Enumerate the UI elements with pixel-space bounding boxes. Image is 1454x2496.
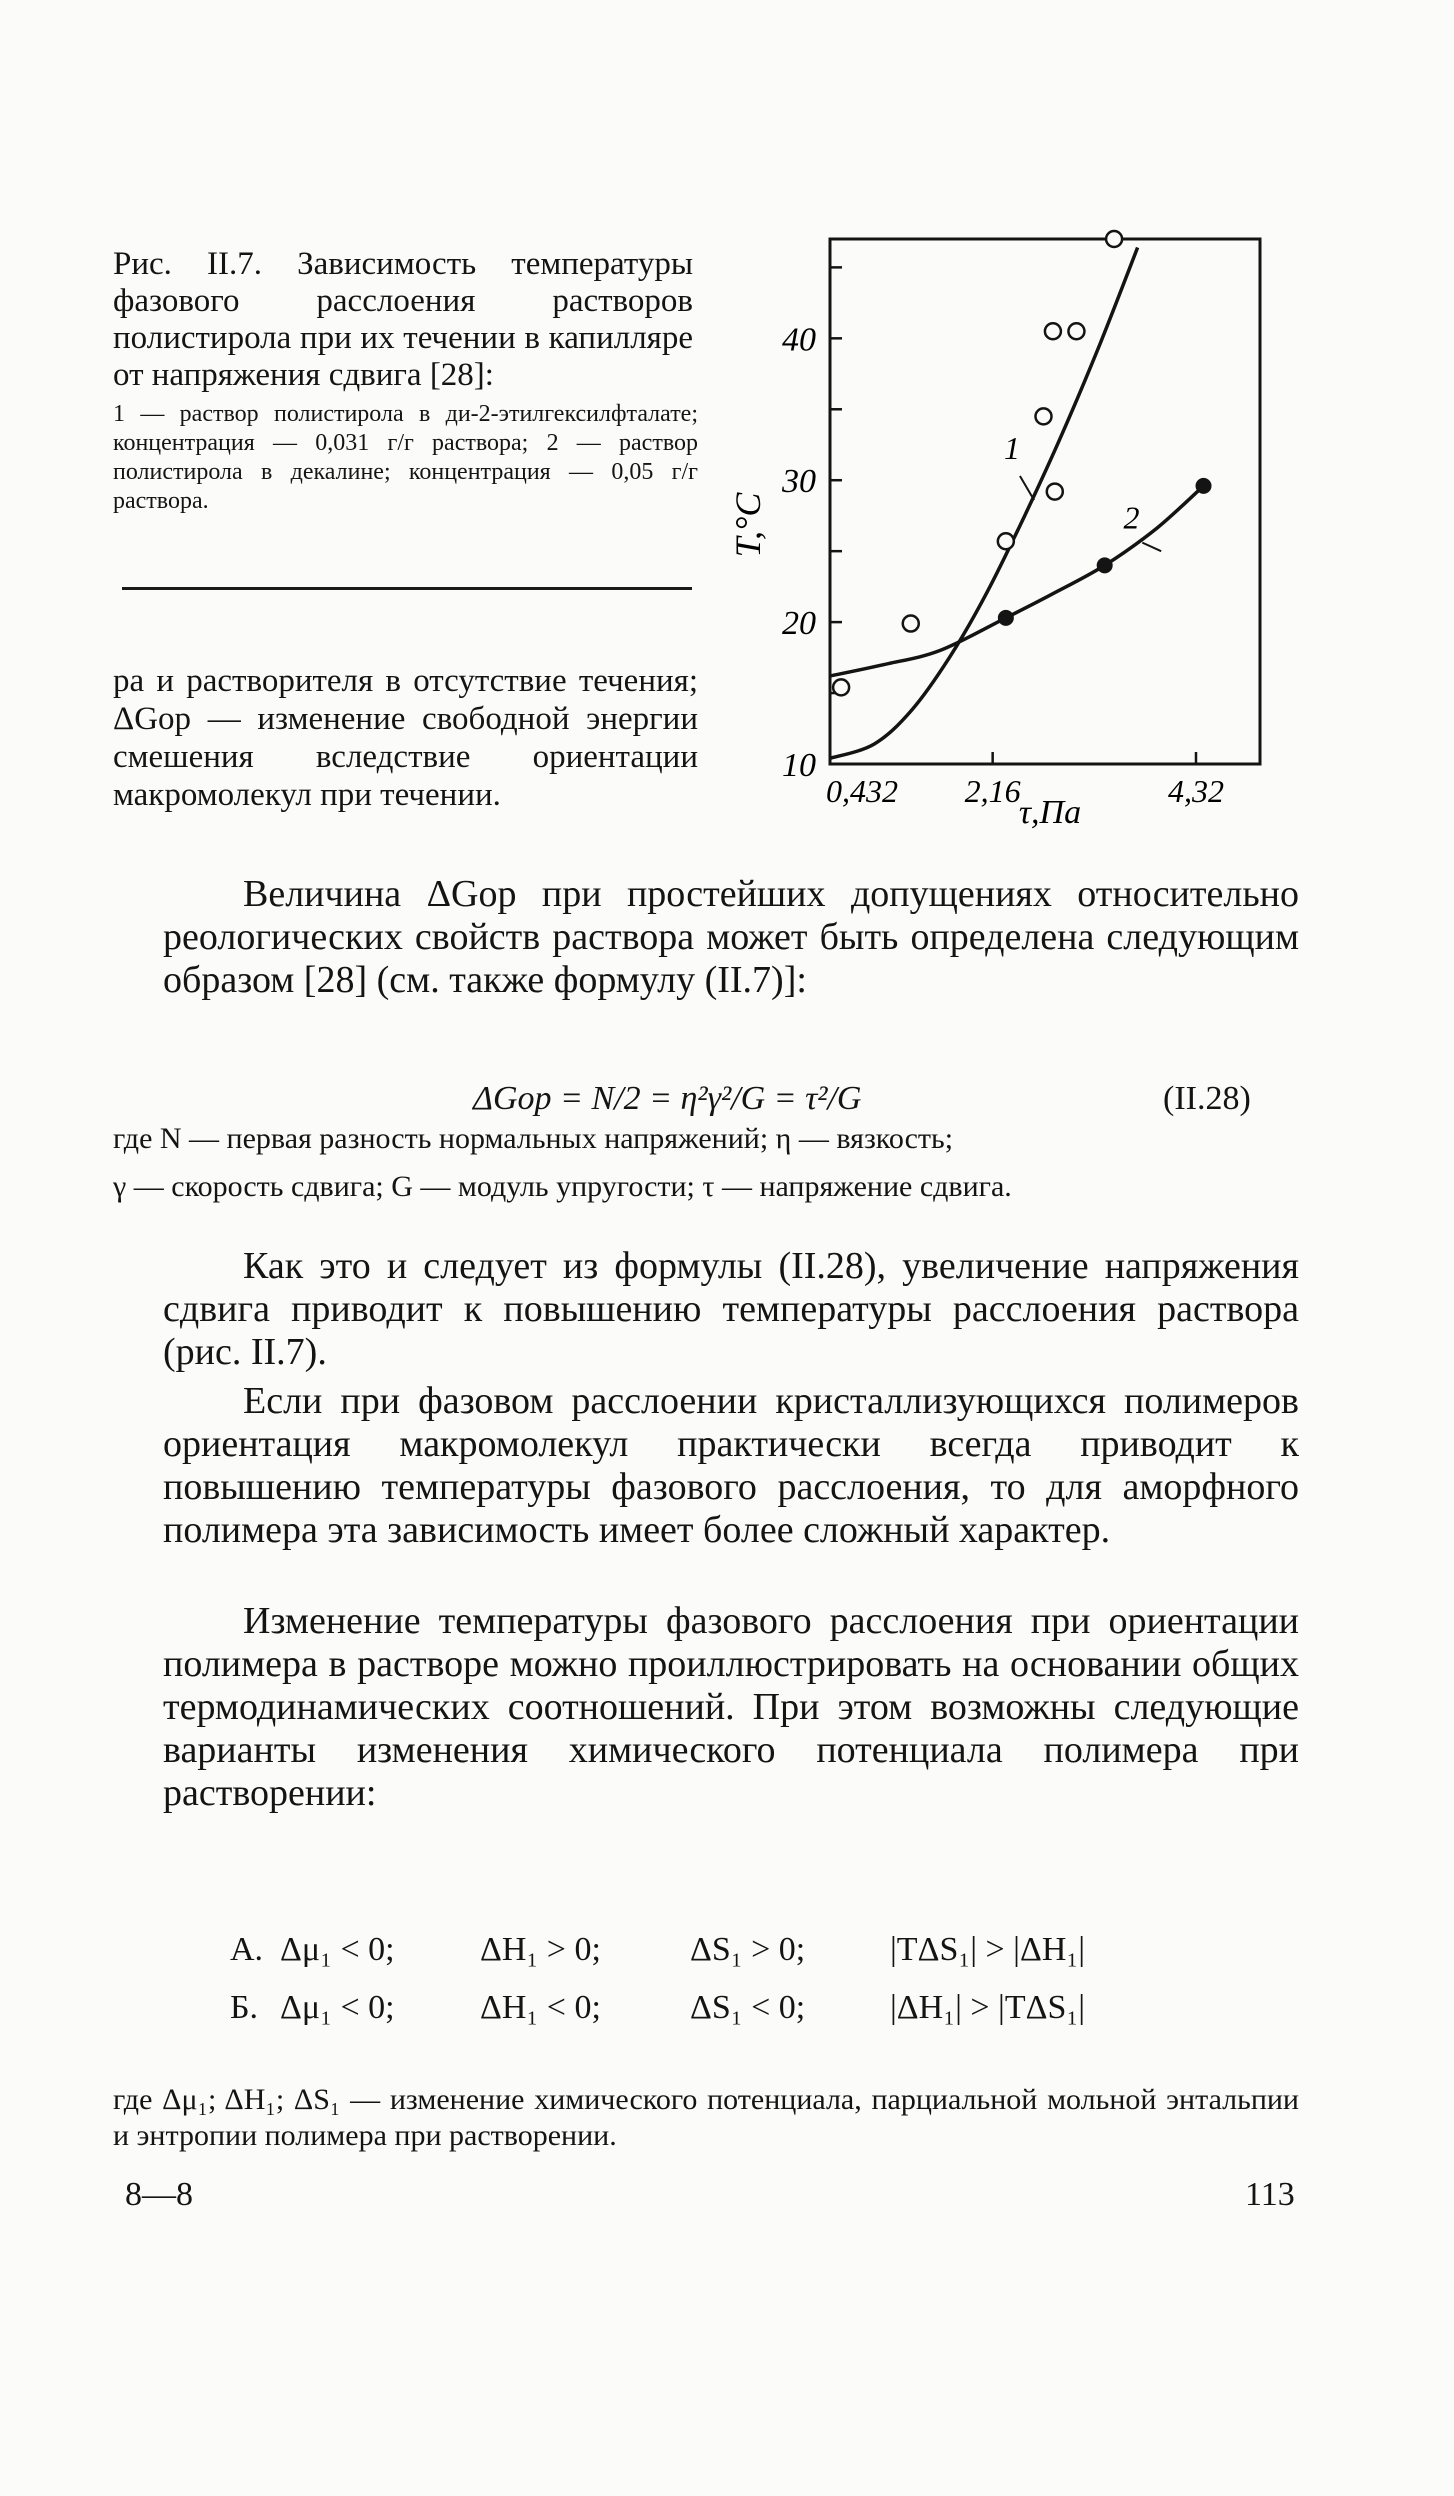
caption-divider [122, 587, 692, 590]
signature-mark: 8—8 [125, 2176, 193, 2213]
equation-where-line-2: γ — скорость сдвига; G — модуль упругости; τ — напряжение сдвига. [113, 1170, 1012, 1203]
y-axis-label: T,°C [728, 492, 768, 558]
series-2-point-filled [998, 610, 1014, 626]
paragraph-4-text: Изменение температуры фазового расслоения при ориентации полимера в растворе можно проиллюстрировать на основании общих термодинамических соотношений. При этом возможны следующие варианты изменения химического потенциала полимера при растворении: [163, 1600, 1299, 1814]
condition-dh: ΔH₁ < 0; [480, 1989, 601, 2026]
y-tick-label: 30 [782, 463, 816, 501]
condition-dh: ΔH₁ > 0; [480, 1931, 601, 1968]
left-column-continuation: ра и растворителя в отсутствие течения; ΔGор — изменение свободной энергии смешения вследствие ориентации макромолекул при течении. [113, 663, 698, 813]
paragraph-1 [163, 873, 1299, 1002]
page-number: 113 [1245, 2176, 1295, 2213]
curve-label-1-leader [1020, 476, 1034, 500]
paragraph-3 [163, 1380, 1299, 1552]
series-2-point-filled [1196, 478, 1212, 494]
equation-body: ΔGор = N/2 = η²γ²/G = τ²/G [473, 1080, 862, 1117]
series-curves [830, 248, 1204, 759]
condition-label: Б. [230, 1989, 259, 2026]
condition-ds: ΔS₁ < 0; [690, 1989, 806, 2026]
series-points [833, 231, 1211, 695]
axis-ticks [830, 267, 1196, 764]
series-1-line [830, 248, 1138, 759]
series-1-point-open [1035, 408, 1051, 424]
paragraph-4 [163, 1600, 1299, 1815]
series-1-point-open [1047, 484, 1063, 500]
x-tick-label: 4,32 [1167, 773, 1224, 809]
plot-frame [830, 239, 1260, 764]
curve-label-2-leader [1142, 543, 1161, 552]
x-axis-label: τ,Па [1018, 794, 1082, 831]
figure-chart [720, 215, 1320, 845]
curve-label-2: 2 [1123, 499, 1140, 536]
series-2-line [830, 486, 1204, 676]
y-tick-label: 10 [782, 747, 816, 784]
condition-ds: ΔS₁ > 0; [690, 1931, 806, 1968]
condition-dmu: Δμ₁ < 0; [280, 1989, 395, 2026]
paragraph-2-text: Как это и следует из формулы (II.28), увеличение напряжения сдвига приводит к повышению температуры расслоения раствора (рис. II.7). [163, 1245, 1299, 1373]
figure-caption-legend: 1 — раствор полистирола в ди-2-этилгексилфталате; концентрация — 0,031 г/г раствора; 2 — раствор полистирола в декалине; концентрация — 0,05 г/г раствора. [113, 401, 698, 514]
equation-where-line-1: где N — первая разность нормальных напряжений; η — вязкость; [113, 1122, 954, 1155]
y-tick-label: 40 [782, 321, 816, 359]
condition-dmu: Δμ₁ < 0; [280, 1931, 395, 1968]
equation-number: (II.28) [1163, 1080, 1251, 1117]
y-tick-label: 20 [782, 605, 816, 643]
x-tick-label: 0,432 [826, 773, 898, 809]
series-1-point-open [833, 679, 849, 695]
series-1-point-open [1068, 323, 1084, 339]
series-1-point-open [1045, 323, 1061, 339]
condition-relation: |TΔS₁| > |ΔH₁| [890, 1931, 1086, 1968]
y-tick-labels [781, 321, 816, 784]
series-1-point-open [1106, 231, 1122, 247]
condition-row-a [230, 1930, 1310, 1970]
paragraph-2 [163, 1245, 1299, 1374]
series-2-point-filled [1097, 557, 1113, 573]
series-1-point-open [998, 533, 1014, 549]
curve-labels [1004, 430, 1161, 551]
x-tick-label: 2,16 [964, 773, 1021, 809]
paragraph-3-text: Если при фазовом расслоении кристаллизующихся полимеров ориентация макромолекул практически всегда приводит к повышению температуры фазового расслоения, то для аморфного полимера эта зависимость имеет более сложный характер. [163, 1380, 1299, 1551]
condition-row-b [230, 1988, 1310, 2028]
paragraph-1-text: Величина ΔGор при простейших допущениях относительно реологических свойств раствора может быть определена следующим образом [28] (см. также формулу (II.7)]: [163, 873, 1299, 1001]
figure-caption-title: Рис. II.7. Зависимость температуры фазового расслоения растворов полистирола при их течении в капилляре от напряжения сдвига [28]: [113, 246, 693, 393]
curve-label-1: 1 [1003, 429, 1020, 466]
condition-label: А. [230, 1931, 264, 1968]
series-1-point-open [903, 616, 919, 632]
condition-relation: |ΔH₁| > |TΔS₁| [890, 1989, 1086, 2026]
conditions-explanation: где Δμ₁; ΔH₁; ΔS₁ — изменение химического потенциала, парциальной мольной энтальпии и энтропии полимера при растворении. [113, 2083, 1299, 2152]
